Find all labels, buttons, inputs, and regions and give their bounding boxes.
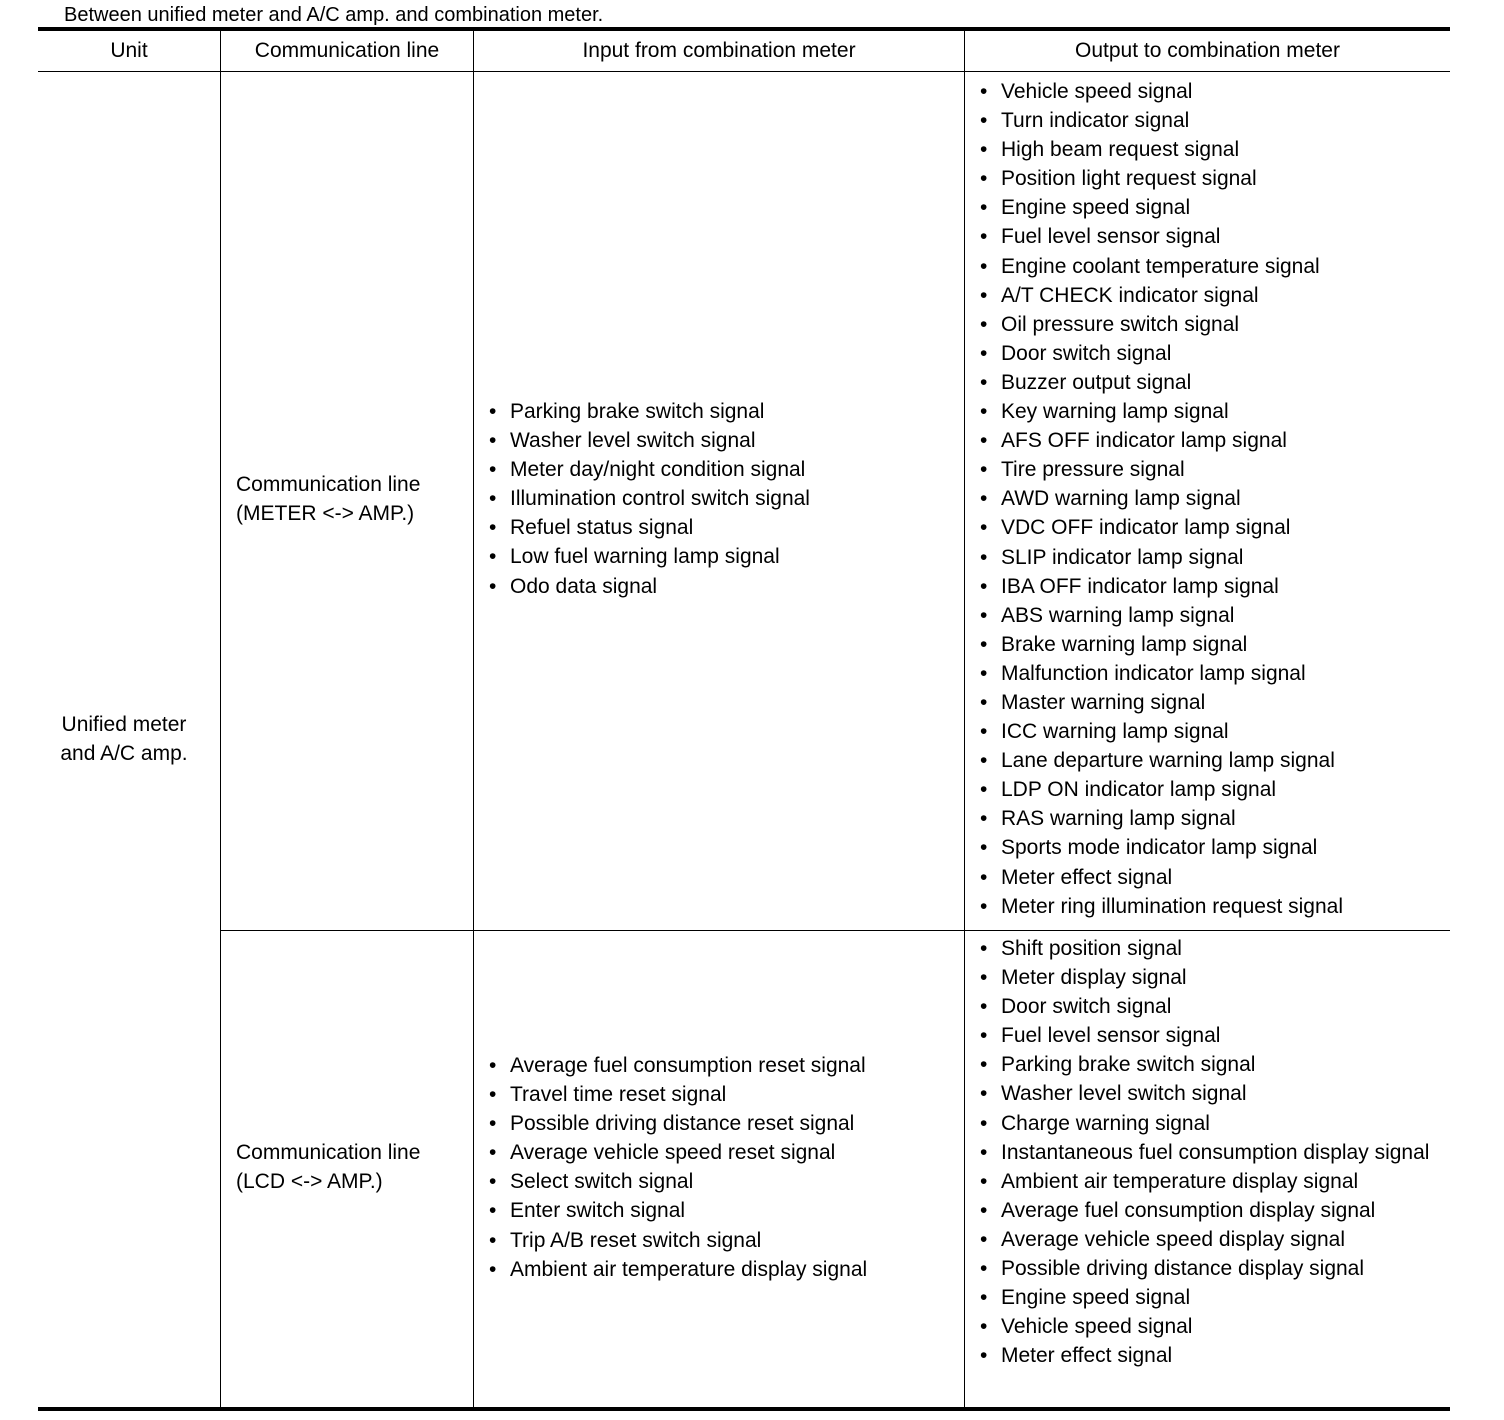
- list-item: • Meter day/night condition signal: [484, 455, 810, 484]
- column-divider-2: [473, 31, 474, 1407]
- list-item: • ABS warning lamp signal: [975, 601, 1343, 630]
- list-item: • Average fuel consumption display signal: [975, 1196, 1441, 1225]
- list-item: • Average vehicle speed display signal: [975, 1225, 1441, 1254]
- column-divider-3: [964, 31, 965, 1407]
- list-item: • ICC warning lamp signal: [975, 717, 1343, 746]
- row1-input-list: [484, 397, 810, 601]
- list-item: • Door switch signal: [975, 992, 1441, 1021]
- list-item: • Engine coolant temperature signal: [975, 252, 1343, 281]
- list-item: • Master warning signal: [975, 688, 1343, 717]
- list-item: • High beam request signal: [975, 135, 1343, 164]
- list-item: • Travel time reset signal: [484, 1080, 867, 1109]
- unit-line-1: Unified meter: [61, 713, 187, 736]
- list-item: • Low fuel warning lamp signal: [484, 542, 810, 571]
- table-caption: Between unified meter and A/C amp. and combination meter.: [64, 4, 604, 26]
- list-item: • Meter ring illumination request signal: [975, 892, 1343, 921]
- list-item: • Lane departure warning lamp signal: [975, 746, 1343, 775]
- list-item: • Odo data signal: [484, 572, 810, 601]
- row1-communication-line: [236, 470, 420, 528]
- list-item: • A/T CHECK indicator signal: [975, 281, 1343, 310]
- row1-output-list: [975, 77, 1343, 921]
- list-item: • Illumination control switch signal: [484, 484, 810, 513]
- list-item: • Door switch signal: [975, 339, 1343, 368]
- column-divider-1: [220, 31, 221, 1407]
- list-item: • AFS OFF indicator lamp signal: [975, 426, 1343, 455]
- row2-line-detail: (LCD <-> AMP.): [236, 1170, 383, 1193]
- list-item: • Ambient air temperature display signal: [975, 1167, 1441, 1196]
- list-item: • VDC OFF indicator lamp signal: [975, 513, 1343, 542]
- list-item: • Select switch signal: [484, 1167, 867, 1196]
- row2-input-list: [484, 1051, 867, 1284]
- list-item: • Fuel level sensor signal: [975, 1021, 1441, 1050]
- list-item: • LDP ON indicator lamp signal: [975, 775, 1343, 804]
- list-item: • Position light request signal: [975, 164, 1343, 193]
- list-item: • Engine speed signal: [975, 1283, 1441, 1312]
- row1-line-name: Communication line: [236, 473, 421, 496]
- list-item: • Tire pressure signal: [975, 455, 1343, 484]
- list-item: • AWD warning lamp signal: [975, 484, 1343, 513]
- row2-line-name: Communication line: [236, 1141, 421, 1164]
- list-item: • Meter effect signal: [975, 863, 1343, 892]
- list-item: • Turn indicator signal: [975, 106, 1343, 135]
- list-item: • Possible driving distance display signal: [975, 1254, 1441, 1283]
- list-item: • Brake warning lamp signal: [975, 630, 1343, 659]
- table-bottom-rule: [38, 1407, 1450, 1411]
- row-divider: [220, 930, 1450, 931]
- list-item: • Fuel level sensor signal: [975, 222, 1343, 251]
- list-item: • Meter display signal: [975, 963, 1441, 992]
- header-output: Output to combination meter: [1075, 39, 1340, 62]
- list-item: • Trip A/B reset switch signal: [484, 1226, 867, 1255]
- list-item: • RAS warning lamp signal: [975, 804, 1343, 833]
- header-input: Input from combination meter: [582, 39, 856, 62]
- list-item: • SLIP indicator lamp signal: [975, 543, 1343, 572]
- list-item: • Washer level switch signal: [975, 1079, 1441, 1108]
- list-item: • Enter switch signal: [484, 1196, 867, 1225]
- row2-communication-line: [236, 1138, 420, 1196]
- list-item: • Possible driving distance reset signal: [484, 1109, 867, 1138]
- header-unit: Unit: [110, 39, 148, 62]
- list-item: • Oil pressure switch signal: [975, 310, 1343, 339]
- list-item: • Sports mode indicator lamp signal: [975, 833, 1343, 862]
- list-item: • Washer level switch signal: [484, 426, 810, 455]
- list-item: • Parking brake switch signal: [975, 1050, 1441, 1079]
- list-item: • Key warning lamp signal: [975, 397, 1343, 426]
- unit-cell: [38, 710, 210, 768]
- list-item: • Shift position signal: [975, 934, 1441, 963]
- list-item: • Average vehicle speed reset signal: [484, 1138, 867, 1167]
- list-item: • Parking brake switch signal: [484, 397, 810, 426]
- list-item: • Refuel status signal: [484, 513, 810, 542]
- row2-output-list: [975, 934, 1441, 1370]
- row1-line-detail: (METER <-> AMP.): [236, 502, 415, 525]
- list-item: • Average fuel consumption reset signal: [484, 1051, 867, 1080]
- list-item: • Meter effect signal: [975, 1341, 1441, 1370]
- header-bottom-rule: [38, 71, 1450, 72]
- list-item: • Vehicle speed signal: [975, 1312, 1441, 1341]
- unit-line-2: and A/C amp.: [60, 742, 188, 765]
- list-item: • Vehicle speed signal: [975, 77, 1343, 106]
- list-item: • Instantaneous fuel consumption display signal: [975, 1138, 1441, 1167]
- list-item: • Ambient air temperature display signal: [484, 1255, 867, 1284]
- list-item: • IBA OFF indicator lamp signal: [975, 572, 1343, 601]
- list-item: • Buzzer output signal: [975, 368, 1343, 397]
- list-item: • Malfunction indicator lamp signal: [975, 659, 1343, 688]
- list-item: • Charge warning signal: [975, 1109, 1441, 1138]
- header-communication-line: Communication line: [254, 39, 440, 62]
- list-item: • Engine speed signal: [975, 193, 1343, 222]
